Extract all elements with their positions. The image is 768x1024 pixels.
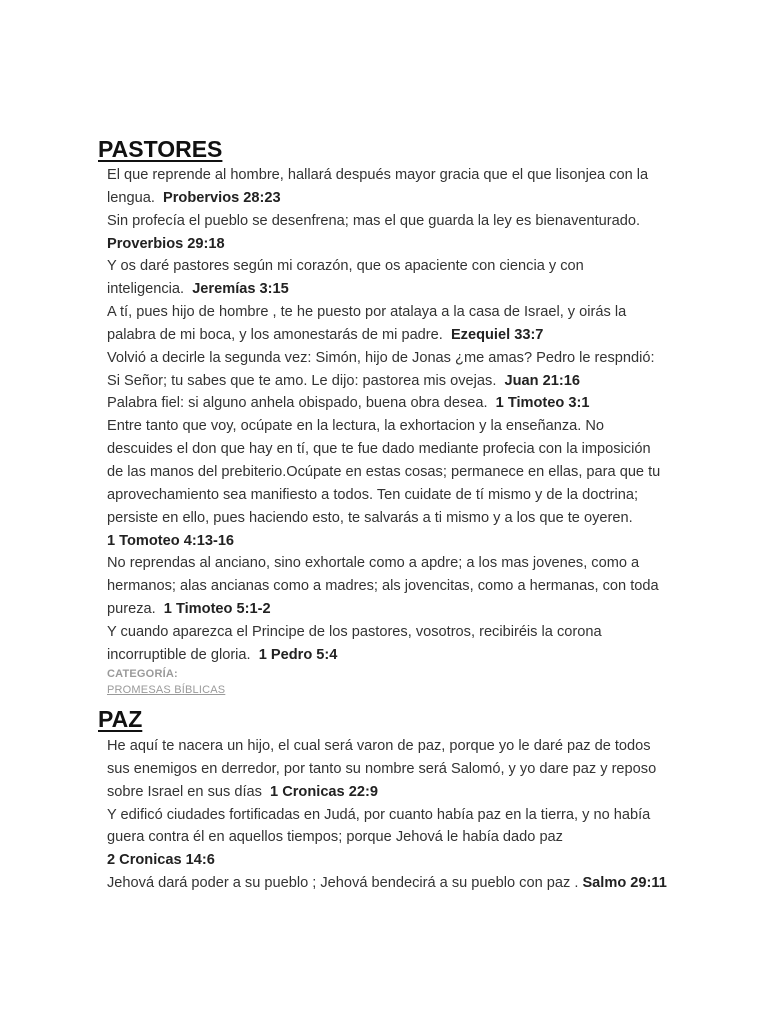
verse-text: Sin profecía el pueblo se desenfrena; mas el que guarda la ley es bienaventurado. (107, 212, 641, 229)
verse-reference: 1 Timoteo 5:1-2 (163, 601, 271, 618)
verse-text: Volvió a decirle la segunda vez: Simón, hijo de Jonas ¿me amas? Pedro le respndió: Si Señor; tu sabes que te amo. Le dijo: pastorea mis ovejas. (107, 349, 655, 389)
verse-text: Palabra fiel: si alguno anhela obispado, buena obra desea. (107, 395, 488, 412)
verse (107, 415, 667, 552)
verse-reference: 1 Pedro 5:4 (258, 646, 338, 663)
verse-text: No reprendas al anciano, sino exhortale como a apdre; a los mas jovenes, como a hermanos; alas ancianas como a madres; als jovencitas, como a hermanas, con toda pureza. (107, 555, 659, 618)
verse-text: A tí, pues hijo de hombre , te he puesto por atalaya a la casa de Israel, y oirás la palabra de mi boca, y los amonestarás de mi padre. (107, 304, 627, 343)
verse (107, 301, 667, 347)
verse-text: He aquí te nacera un hijo, el cual será varon de paz, porque yo le daré paz de todos sus enemigos en derredor, por tanto su nombre será Salomó, y yo dare paz y reposo sobre Israel en sus días (107, 738, 657, 800)
verse-reference: Jeremías 3:15 (192, 281, 289, 298)
verse-text: El que reprende al hombre, hallará después mayor gracia que el que lisonjea con la lengua. (107, 167, 649, 206)
verse-reference: 1 Timoteo 3:1 (495, 395, 590, 412)
verse (107, 552, 667, 621)
verse-reference: 1 Cronicas 22:9 (270, 783, 378, 800)
verse (107, 392, 667, 415)
category-block (107, 666, 225, 698)
verse-text: Jehová dará poder a su pueblo ; Jehová bendecirá a su pueblo con paz . (107, 875, 579, 892)
verse-reference: 1 Tomoteo 4:13-16 (107, 532, 235, 549)
verse (107, 210, 667, 256)
verse-list-paz (107, 735, 667, 895)
category-label: CATEGORÍA: (107, 668, 178, 680)
verse-text: Y edificó ciudades fortificadas en Judá, por cuanto había paz en la tierra, y no había guera contra él en aquellos tiempos; porque Jehová le había dado paz (107, 806, 651, 846)
verse (107, 164, 667, 210)
verse-text: Y cuando aparezca el Principe de los pastores, vosotros, recibiréis la corona incorruptible de gloria. (107, 623, 602, 663)
section-title-pastores: PASTORES (98, 136, 223, 162)
verse (107, 735, 667, 804)
verse-reference: Proverbios 29:18 (107, 235, 225, 252)
verse-reference: Probervios 28:23 (163, 189, 281, 206)
category-link[interactable]: PROMESAS BÍBLICAS (107, 684, 226, 696)
verse-text: Entre tanto que voy, ocúpate en la lectura, la exhortacion y la enseñanza. No descuides el don que hay en tí, que te fue dado mediante profecia con la imposición de las manos del prebiterio.Ocúpate en estas cosas; permanece en ellas, para que tu aprovechamiento sea manifiesto a todos. Ten cuidate de tí mismo y de la doctrina; persiste en ello, pues haciendo esto, te salvarás a ti mismo y a los que te oyeren. (107, 418, 661, 526)
verse-reference: 2 Cronicas 14:6 (107, 852, 215, 869)
verse-reference: Salmo 29:11 (582, 875, 667, 892)
verse-reference: Juan 21:16 (504, 372, 580, 389)
verse (107, 804, 667, 873)
verse (107, 255, 667, 301)
verse (107, 872, 667, 895)
section-title-paz: PAZ (98, 706, 143, 732)
verse (107, 347, 667, 393)
verse (107, 621, 667, 667)
verse-list-pastores (107, 164, 667, 667)
verse-text: Y os daré pastores según mi corazón, que os apaciente con ciencia y con inteligencia. (107, 258, 584, 298)
verse-reference: Ezequiel 33:7 (450, 326, 544, 343)
